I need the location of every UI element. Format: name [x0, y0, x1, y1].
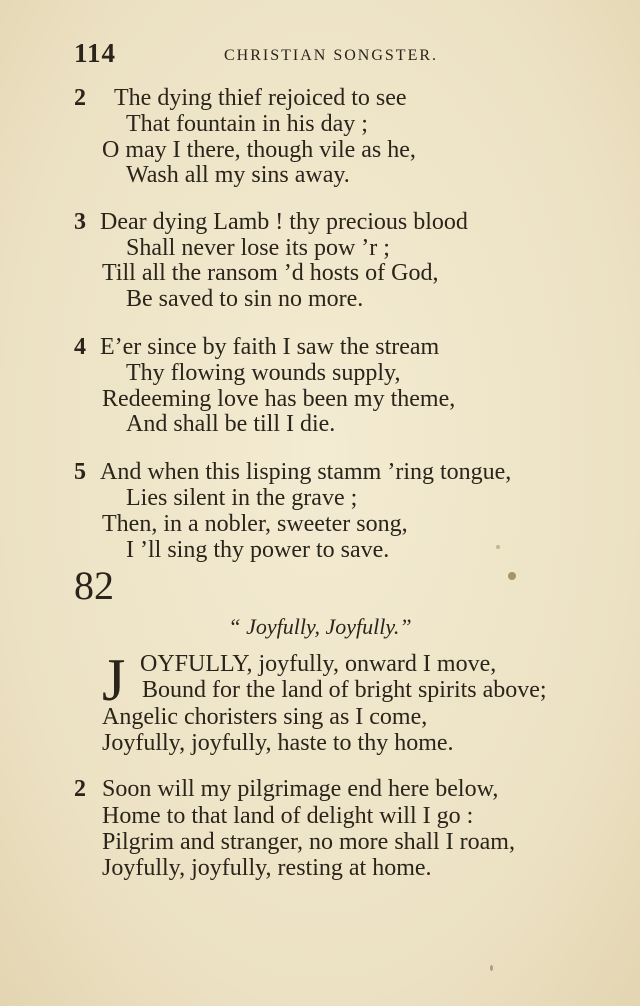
verse-line: Joyfully, joyfully, resting at home.: [102, 855, 432, 881]
verse-number: 3: [74, 209, 86, 235]
verse-line: Shall never lose its pow ’r ;: [126, 235, 390, 261]
hymn-title: “ Joyfully, Joyfully.”: [228, 614, 412, 639]
verse-line: E’er since by faith I saw the stream: [100, 334, 440, 360]
verse-line: Angelic choristers sing as I come,: [102, 704, 428, 730]
verse-line: Wash all my sins away.: [126, 162, 350, 188]
verse-line: Bound for the land of bright spirits above;: [142, 677, 547, 703]
verse-number: 2: [74, 776, 86, 802]
paper-stain: [490, 965, 493, 971]
verse-line: I ’ll sing thy power to save.: [126, 537, 390, 563]
verse-line: Redeeming love has been my theme,: [102, 386, 456, 412]
hymn-number: 82: [74, 563, 114, 608]
verse-line: And shall be till I die.: [126, 411, 336, 437]
verse-number: 2: [74, 85, 86, 111]
verse-line: OYFULLY, joyfully, onward I move,: [140, 651, 497, 677]
verse-line: Soon will my pilgrimage end here below,: [102, 776, 499, 802]
verse-line: That fountain in his day ;: [126, 111, 368, 137]
verse-line: Lies silent in the grave ;: [126, 485, 358, 511]
drop-cap: J: [102, 647, 126, 713]
verse-line: Thy flowing wounds supply,: [126, 360, 401, 386]
paper-stain: [508, 572, 516, 580]
verse-line: And when this lisping stamm ’ring tongue,: [100, 459, 512, 485]
verse-line: Dear dying Lamb ! thy precious blood: [100, 209, 468, 235]
verse-number: 4: [74, 334, 86, 360]
verse-line: Till all the ransom ’d hosts of God,: [102, 260, 439, 286]
verse-line: Home to that land of delight will I go :: [102, 803, 474, 829]
paper-stain: [496, 545, 500, 549]
verse-line: O may I there, though vile as he,: [102, 137, 416, 163]
verse-line: Joyfully, joyfully, haste to thy home.: [102, 730, 454, 756]
verse-line: Be saved to sin no more.: [126, 286, 364, 312]
page-header: [74, 38, 474, 78]
verse-number: 5: [74, 459, 86, 485]
verse-line: The dying thief rejoiced to see: [114, 85, 407, 111]
running-title: CHRISTIAN SONGSTER.: [224, 47, 439, 64]
verse-line: Pilgrim and stranger, no more shall I roam,: [102, 829, 515, 855]
verse-line: Then, in a nobler, sweeter song,: [102, 511, 408, 537]
page-number: 114: [74, 38, 117, 68]
